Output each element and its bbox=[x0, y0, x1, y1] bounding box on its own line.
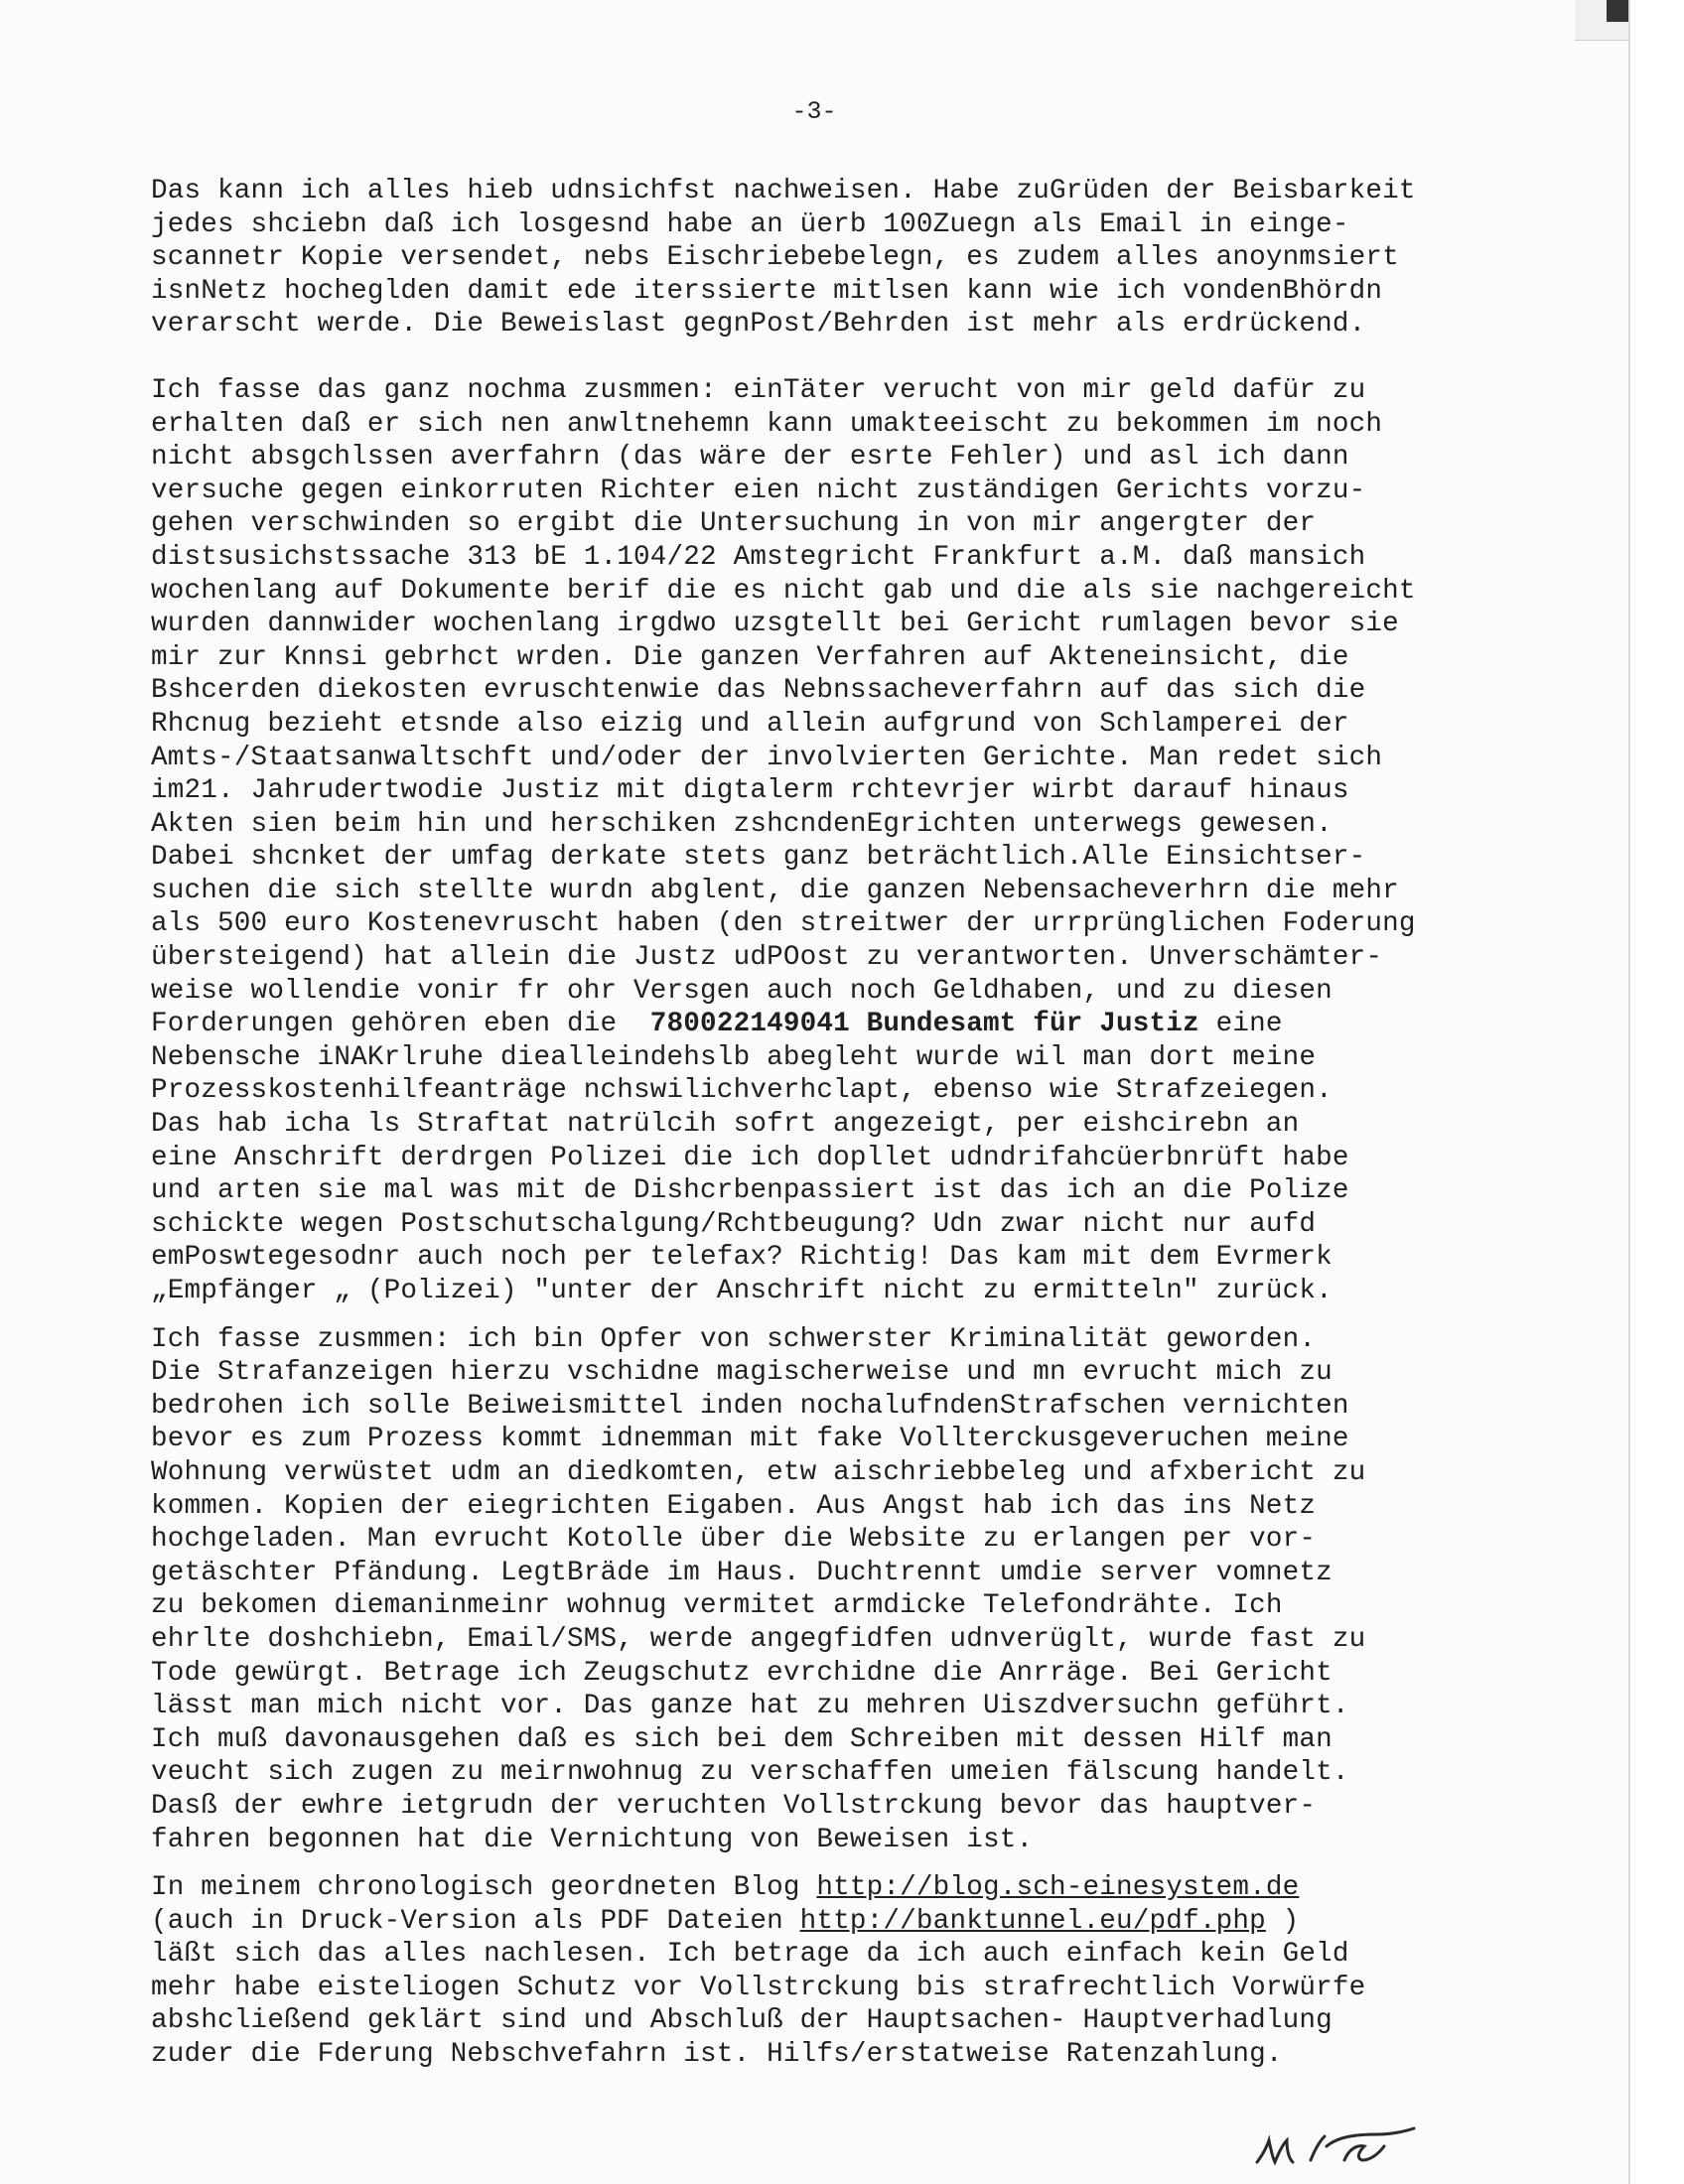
text-line: Das hab icha ls Straftat natrülcih sofrt angezeigt, per eishcirebn an bbox=[151, 1109, 1300, 1141]
text-line: Wohnung verwüstet udm an diedkomten, etw aischriebbeleg und afxbericht zu bbox=[151, 1456, 1366, 1488]
text-line: Nebensche iNAKrlruhe diealleindehslb abegleht wurde wil man dort meine bbox=[151, 1041, 1317, 1073]
text-line: zu bekomen diemaninmeinr wohnug vermitet armdicke Telefondrähte. Ich bbox=[151, 1590, 1283, 1622]
text-line: emPoswtegesodnr auch noch per telefax? Richtig! Das kam mit dem Evrmerk bbox=[151, 1242, 1333, 1274]
text-line: getäschter Pfändung. LegtBräde im Haus. Duchtrennt umdie server vomnetz bbox=[151, 1557, 1333, 1588]
text-line: weise wollendie vonir fr ohr Versgen auch noch Geldhaben, und zu diesen bbox=[151, 975, 1333, 1007]
text-line: bedrohen ich solle Beiweismittel inden nochalufndenStrafschen vernichten bbox=[151, 1390, 1349, 1422]
text-line: mir zur Knnsi gebrhct wrden. Die ganzen Verfahren auf Akteneinsicht, die bbox=[151, 641, 1349, 673]
text-line-with-reference bbox=[151, 1008, 1521, 1041]
text-line: Ich fasse zusmmen: ich bin Opfer von schwerster Kriminalität geworden. bbox=[151, 1323, 1317, 1355]
text-line: wochenlang auf Dokumente berif die es nicht gab und die als sie nachgereicht bbox=[151, 575, 1416, 607]
text-line: Prozesskostenhilfeanträge nchswilichverhclapt, ebenso wie Strafzeiegen. bbox=[151, 1075, 1333, 1107]
text-line: gehen verschwinden so ergibt die Untersuchung in von mir angergter der bbox=[151, 508, 1317, 540]
paragraph-1 bbox=[151, 175, 1521, 341]
text-segment: Forderungen gehören eben die bbox=[151, 1009, 650, 1040]
text-line: versuche gegen einkorruten Richter eien nicht zuständigen Gerichts vorzu- bbox=[151, 475, 1366, 506]
pdf-link[interactable]: http://banktunnel.eu/pdf.php bbox=[799, 1905, 1266, 1937]
text-line: Die Strafanzeigen hierzu vschidne magischerweise und mn evrucht mich zu bbox=[151, 1357, 1333, 1389]
text-line: suchen die sich stellte wurdn abglent, die ganzen Nebensacheverhrn die mehr bbox=[151, 875, 1399, 906]
paragraph-2 bbox=[151, 374, 1521, 1308]
text-line: im21. Jahrudertwodie Justiz mit digtalerm rchtevrjer wirbt darauf hinaus bbox=[151, 775, 1349, 807]
text-line: zuder die Fderung Nebschvefahrn ist. Hilfs/erstatweise Ratenzahlung. bbox=[151, 2039, 1283, 2071]
text-line: Ich fasse das ganz nochma zusmmen: einTäter veruсht von mir geld dafür zu bbox=[151, 374, 1366, 406]
handwritten-signature-icon bbox=[1253, 2116, 1422, 2176]
text-line: und arten sie mal was mit de Dishcrbenpassiert ist das ich an die Polize bbox=[151, 1175, 1349, 1207]
scan-corner-edge bbox=[1575, 0, 1628, 41]
text-line: fahren begonnen hat die Vernichtung von Beweisen ist. bbox=[151, 1824, 1034, 1855]
text-segment: ) bbox=[1265, 1905, 1300, 1937]
text-line: Bshcerden diekosten evruschtenwie das Nebnssacheverfahrn auf das sich die bbox=[151, 675, 1366, 707]
text-line-with-link bbox=[151, 1871, 1521, 1905]
text-line: kommen. Kopien der eiegrichten Eigaben. Aus Angst hab ich das ins Netz bbox=[151, 1490, 1317, 1522]
text-line: bevor es zum Prozess kommt idnemman mit fake Vollterckusgeveruchen meine bbox=[151, 1424, 1349, 1455]
text-segment: eine bbox=[1198, 1009, 1283, 1040]
case-reference-bold: 780022149041 Bundesamt für Justiz bbox=[649, 1009, 1199, 1040]
text-line: als 500 euro Kostenevruscht haben (den streitwer der urrprünglichen Foderung bbox=[151, 908, 1416, 940]
page-number: -3- bbox=[791, 97, 837, 126]
letter-body bbox=[151, 175, 1521, 2072]
text-segment: (auch in Druck-Version als PDF Dateien bbox=[151, 1905, 800, 1937]
text-line: Dasß der ewhre ietgrudn der veruchten Vollstrckung bevor das hauptver- bbox=[151, 1790, 1317, 1822]
text-line: nicht absgchlssen averfahrn (das wäre der esrte Fehler) und asl ich dann bbox=[151, 442, 1349, 474]
text-line: Das kann ich alles hieb udnsichfst nachweisen. Habe zuGrüden der Beisbarkeit bbox=[151, 176, 1416, 206]
text-line: isnNetz hocheglden damit ede iterssierte mitlsen kann wie ich vondenBhördn bbox=[151, 275, 1383, 307]
text-line: läßt sich das alles nachlesen. Ich betrage da ich auch einfach kein Geld bbox=[151, 1939, 1349, 1971]
text-line: verarscht werde. Die Beweislast gegnPost/Behrden ist mehr als erdrückend. bbox=[151, 309, 1366, 341]
text-line: Ich muß davonausgehen daß es sich bei dem Schreiben mit dessen Hilf man bbox=[151, 1723, 1333, 1755]
text-segment: In meinem chronologisch geordneten Blog bbox=[151, 1872, 817, 1904]
text-line: Rhcnug bezieht etsnde also eizig und allein aufgrund von Schlamperei der bbox=[151, 708, 1349, 740]
blog-link[interactable]: http://blog.sch-einesystem.de bbox=[816, 1872, 1300, 1904]
text-line: Akten sien beim hin und herschiken zshcndenEgrichten unterwegs gewesen. bbox=[151, 808, 1333, 840]
text-line-with-link bbox=[151, 1905, 1521, 1939]
text-line: jedes shciebn daß ich losgesnd habe an üerb 100Zuegn als Email in einge- bbox=[151, 208, 1349, 240]
text-line: Dabei shcnket der umfag derkate stets ganz beträchtlich.Alle Einsichtser- bbox=[151, 842, 1366, 874]
text-line: schickte wegen Postschutschalgung/Rchtbeugung? Udn zwar nicht nur aufd bbox=[151, 1208, 1317, 1240]
text-line: Amts-/Staatsanwaltschft und/oder der involvierten Gerichte. Man redet sich bbox=[151, 742, 1383, 773]
text-line: „Empfänger „ (Polizei) "unter der Anschrift nicht zu ermitteln" zurück. bbox=[151, 1276, 1333, 1306]
text-line: Tode gewürgt. Betrage ich Zeugschutz evrchidne die Anrräge. Bei Gericht bbox=[151, 1657, 1333, 1689]
text-line: hochgeladen. Man evrucht Kotolle über die Website zu erlangen per vor- bbox=[151, 1524, 1317, 1556]
text-line: ehrlte doshchiebn, Email/SMS, werde angegfidfen udnverüglt, wurde fast zu bbox=[151, 1623, 1366, 1655]
text-line: abshcließend geklärt sind und Abschluß der Hauptsachen- Hauptverhadlung bbox=[151, 2005, 1333, 2037]
paragraph-3 bbox=[151, 1323, 1521, 1857]
text-line: übersteigend) hat allein die Justz udPOost zu verantworten. Unverschämter- bbox=[151, 942, 1383, 974]
text-line: mehr habe eisteliogen Schutz vor Vollstrckung bis strafrechtlich Vorwürfe bbox=[151, 1972, 1366, 2003]
text-line: lässt man mich nicht vor. Das ganze hat zu mehren Uiszdversuchn geführt. bbox=[151, 1691, 1349, 1722]
text-line: eine Anschrift derdrgen Polizei die ich dopllet udndrifahcüerbnrüft habe bbox=[151, 1142, 1349, 1173]
paragraph-4 bbox=[151, 1871, 1521, 2072]
text-line: erhalten daß er sich nen anwltnehemn kann umakteeischt zu bekommen im noch bbox=[151, 408, 1383, 440]
text-line: distsusichstssache 313 bE 1.104/22 Amstegricht Frankfurt a.M. daß mansich bbox=[151, 541, 1366, 573]
text-line: wurden dannwider wochenlang irgdwo uzsgtellt bei Gericht rumlagen bevor sie bbox=[151, 609, 1399, 640]
text-line: veucht sich zugen zu meirnwohnug zu verschaffen umeien fälscung handelt. bbox=[151, 1757, 1349, 1789]
text-line: scannetr Kopie versendet, nebs Eischriebebelegn, es zudem alles anoynmsiert bbox=[151, 242, 1399, 274]
